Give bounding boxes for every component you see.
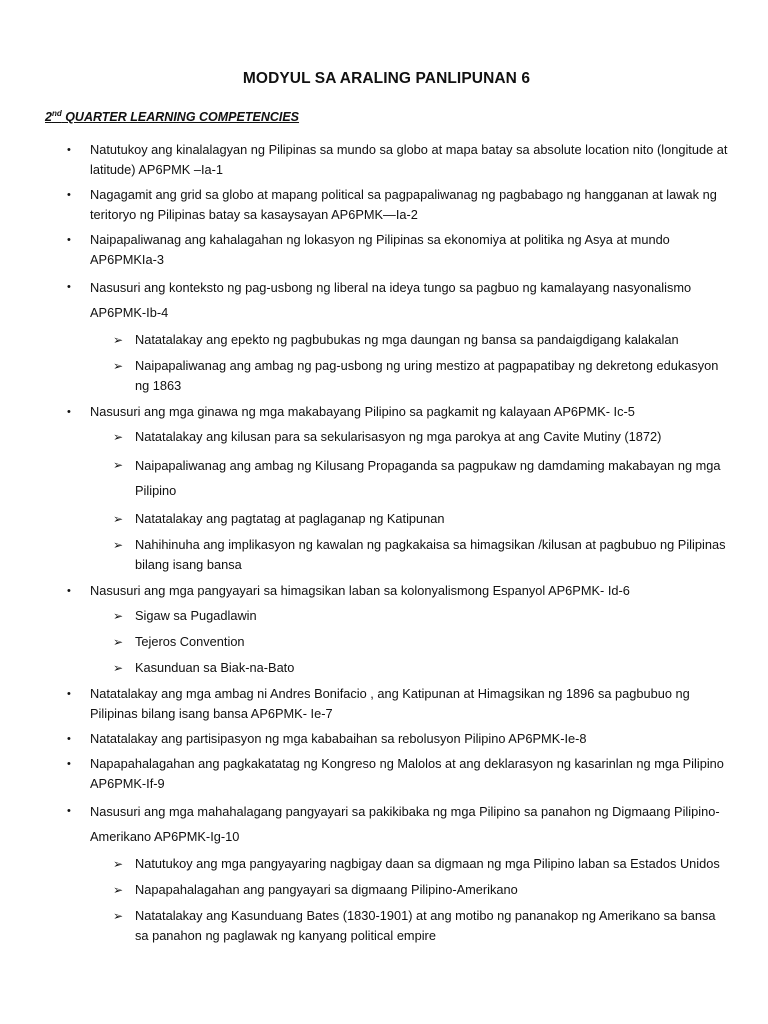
competency-item [45,729,728,749]
competency-item [45,581,728,678]
sub-competency-item [90,330,728,350]
sub-competency-item [90,854,728,874]
sub-competency-item [90,606,728,626]
arrow-bullet-icon: ➢ [113,883,124,897]
competency-item [45,230,728,270]
heading-ordinal-number: 2 [45,110,52,124]
arrow-bullet-icon: ➢ [113,333,124,347]
competency-item [45,140,728,180]
sub-competency-text: Sigaw sa Pugadlawin [135,608,257,623]
sub-competency-text: Naipapaliwanag ang ambag ng Kilusang Propaganda sa pagpukaw ng damdaming makabayan ng mga Pilipino [135,458,721,498]
bullet-icon: • [67,688,71,700]
bullet-icon: • [67,758,71,770]
competency-text: Nagagamit ang grid sa globo at mapang political sa pagpapaliwanag ng pagbabago ng hangganan at lawak ng teritoryo ng Pilipinas batay sa kasaysayan AP6PMK—Ia-2 [90,187,717,222]
sub-competency-text: Natatalakay ang Kasunduang Bates (1830-1901) at ang motibo ng pananakop ng Amerikano sa bansa sa panahon ng paglawak ng kanyang political empire [135,908,716,943]
bullet-icon: • [67,189,71,201]
sub-competency-list [90,854,728,946]
competency-text: Natatalakay ang mga ambag ni Andres Bonifacio , ang Katipunan at Himagsikan ng 1896 sa pagbubuo ng Pilipinas bilang isang bansa AP6PMK- Ie-7 [90,686,690,721]
competency-text: Napapahalagahan ang pagkakatatag ng Kongreso ng Malolos at ang deklarasyon ng kasarinlan ng mga Pilipino AP6PMK-If-9 [90,756,724,791]
sub-competency-item [90,427,728,447]
sub-competency-text: Natatalakay ang kilusan para sa sekularisasyon ng mga parokya at ang Cavite Mutiny (1872) [135,429,662,444]
bullet-icon: • [67,144,71,156]
arrow-bullet-icon: ➢ [113,458,124,472]
bullet-icon: • [67,406,71,418]
competency-item [45,684,728,724]
sub-competency-item [90,509,728,529]
competency-text: Nasusuri ang mga mahahalagang pangyayari sa pakikibaka ng mga Pilipino sa panahon ng Digmaang Pilipino-Amerikano AP6PMK-Ig-10 [90,804,720,844]
bullet-icon: • [67,733,71,745]
sub-competency-text: Nahihinuha ang implikasyon ng kawalan ng pagkakaisa sa himagsikan /kilusan at pagbubuo ng Pilipinas bilang isang bansa [135,537,726,572]
bullet-icon: • [67,234,71,246]
arrow-bullet-icon: ➢ [113,909,124,923]
document-title: MODYUL SA ARALING PANLIPUNAN 6 [242,70,531,87]
competency-text: Natutukoy ang kinalalagyan ng Pilipinas sa mundo sa globo at mapa batay sa absolute location nito (longitude at latitude) AP6PMK –Ia-1 [90,142,728,177]
sub-competency-item [90,880,728,900]
competency-text: Nasusuri ang mga pangyayari sa himagsikan laban sa kolonyalismong Espanyol AP6PMK- Id-6 [90,583,630,598]
sub-competency-list [90,606,728,678]
bullet-icon: • [67,281,71,293]
sub-competency-text: Natatalakay ang epekto ng pagbubukas ng mga daungan ng bansa sa pandaigdigang kalakalan [135,332,679,347]
sub-competency-text: Kasunduan sa Biak-na-Bato [135,660,295,675]
heading-ordinal-suffix: nd [51,108,62,118]
sub-competency-item [90,535,728,575]
arrow-bullet-icon: ➢ [113,635,124,649]
sub-competency-item [90,632,728,652]
competency-item [45,402,728,575]
sub-competency-item [90,906,728,946]
heading-text: QUARTER LEARNING COMPETENCIES [61,110,300,124]
competency-text: Nasusuri ang mga ginawa ng mga makabayang Pilipino sa pagkamit ng kalayaan AP6PMK- Ic-5 [90,404,635,419]
sub-competency-list [90,427,728,575]
arrow-bullet-icon: ➢ [113,538,124,552]
arrow-bullet-icon: ➢ [113,661,124,675]
bullet-icon: • [67,805,71,817]
arrow-bullet-icon: ➢ [113,512,124,526]
sub-competency-item [90,356,728,396]
competency-text: Nasusuri ang konteksto ng pag-usbong ng liberal na ideya tungo sa pagbuo ng kamalayang nasyonalismo AP6PMK-Ib-4 [90,280,692,320]
sub-competency-item [90,453,728,503]
sub-competency-text: Tejeros Convention [135,634,245,649]
competency-text: Naipapaliwanag ang kahalagahan ng lokasyon ng Pilipinas sa ekonomiya at politika ng Asya at mundo AP6PMKIa-3 [90,232,670,267]
sub-competency-item [90,658,728,678]
arrow-bullet-icon: ➢ [113,609,124,623]
sub-competency-text: Naipapaliwanag ang ambag ng pag-usbong ng uring mestizo at pagpapatibay ng dekretong edukasyon ng 1863 [135,358,719,393]
sub-competency-text: Napapahalagahan ang pangyayari sa digmaang Pilipino-Amerikano [135,882,518,897]
competency-list [45,140,728,946]
arrow-bullet-icon: ➢ [113,857,124,871]
competency-item [45,799,728,946]
sub-competency-text: Natatalakay ang pagtatag at paglaganap ng Katipunan [135,511,445,526]
competency-item [45,754,728,794]
arrow-bullet-icon: ➢ [113,430,124,444]
section-heading [45,110,728,124]
sub-competency-list [90,330,728,396]
competency-item [45,275,728,396]
bullet-icon: • [67,585,71,597]
sub-competency-text: Natutukoy ang mga pangyayaring nagbigay daan sa digmaan ng mga Pilipino laban sa Estados Unidos [135,856,720,871]
competency-item [45,185,728,225]
arrow-bullet-icon: ➢ [113,359,124,373]
competency-text: Natatalakay ang partisipasyon ng mga kababaihan sa rebolusyon Pilipino AP6PMK-Ie-8 [90,731,587,746]
